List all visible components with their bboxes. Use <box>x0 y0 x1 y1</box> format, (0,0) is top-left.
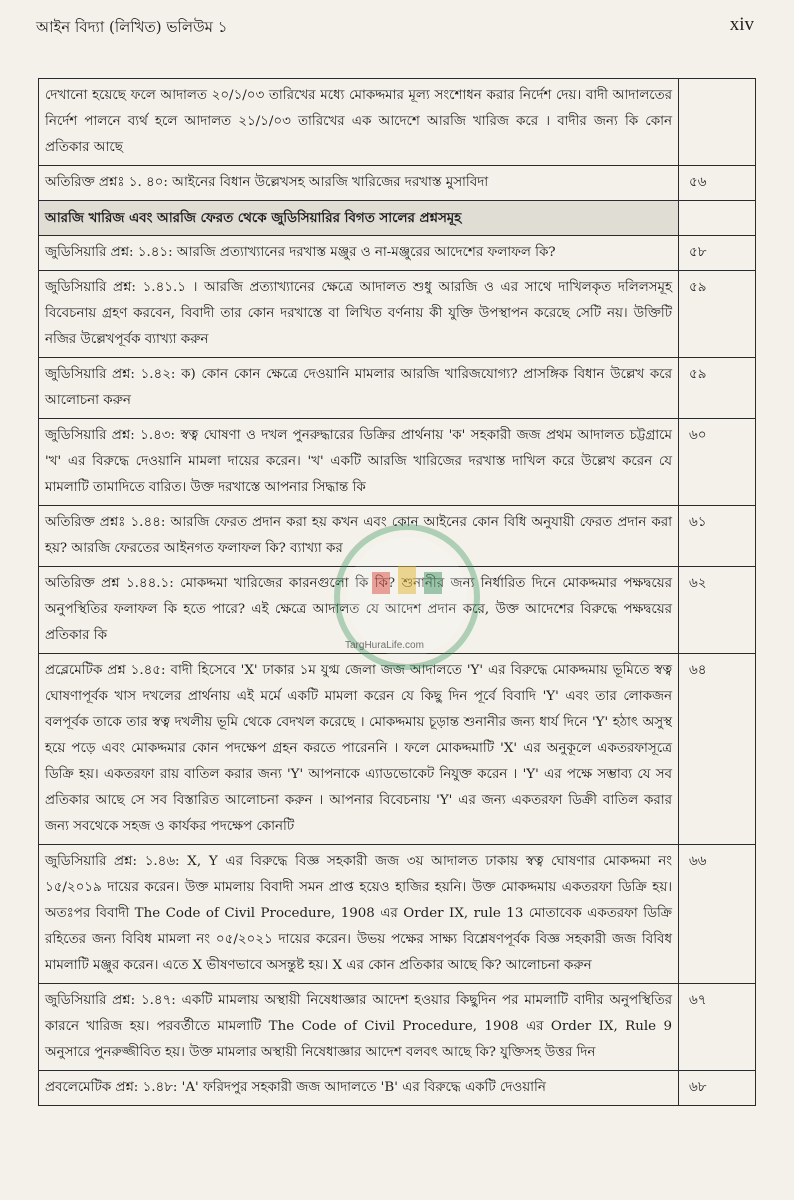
contents-row <box>39 166 756 201</box>
page-ref: ৫৯ <box>679 358 756 419</box>
page-ref: ৫৮ <box>679 236 756 271</box>
question-text: প্রব্লেমেটিক প্রশ্ন ১.৪৫: বাদী হিসেবে 'X' ঢাকার ১ম যুগ্ম জেলা জজ আদালতে 'Y' এর বিরুদ্ধে মোকদ্দমায় ভূমিতে স্বত্ব ঘোষণাপূর্বক খাস দখলের প্রার্থনায় এই মর্মে একটি মামলা করেন যে কিছু দিন পূর্বে বিবাদি 'Y' এবং তার লোকজন বলপূর্বক তাকে তার স্বত্ব দখলীয় ভূমি থেকে বেদখল করেছে । মোকদ্দমায় চূড়ান্ত শুনানীর জন্য ধার্য দিনে 'Y' হঠাৎ অসুস্থ হয়ে পড়ে এবং মোকদ্দমার কোন পদক্ষেপ গ্রহন করতে পারেননি । ফলে মোকদ্দমাটি 'X' এর অনুকূলে একতরফাসূত্রে ডিক্রি হয়। একতরফা রায় বাতিল করার জন্য 'Y' আপনাকে এ্যাডভোকেট নিযুক্ত করেন । 'Y' এর পক্ষে সম্ভাব্য যে সব প্রতিকার আছে সে সব বিস্তারিত আলোচনা করুন । আপনার বিবেচনায় 'Y' এর জন্য একতরফা ডিক্রী বাতিল করার জন্য সবথেকে সহজ ও কার্যকর পদক্ষেপ কোনটি <box>39 654 679 845</box>
contents-row <box>39 845 756 984</box>
contents-row <box>39 419 756 506</box>
page-ref: ৬২ <box>679 567 756 654</box>
question-text: প্রবলেমেটিক প্রশ্ন: ১.৪৮: 'A' ফরিদপুর সহকারী জজ আদালতে 'B' এর বিরুদ্ধে একটি দেওয়ানি <box>39 1071 679 1106</box>
page-ref: ৬৪ <box>679 654 756 845</box>
page-ref <box>679 79 756 166</box>
contents-row <box>39 506 756 567</box>
page-ref: ৬৭ <box>679 984 756 1071</box>
question-text: জুডিসিয়ারি প্রশ্ন: ১.৪১: আরজি প্রত্যাখ্যানের দরখাস্ত মঞ্জুর ও না-মঞ্জুরের আদেশের ফলাফল কি? <box>39 236 679 271</box>
section-heading-row <box>39 201 756 236</box>
question-text: জুডিসিয়ারি প্রশ্ন: ১.৪৩: স্বত্ব ঘোষণা ও দখল পুনরুদ্ধারের ডিক্রির প্রার্থনায় 'ক' সহকারী জজ প্রথম আদালত চট্টগ্রামে 'খ' এর বিরুদ্ধে দেওয়ানি মামলা দায়ের করেন। 'খ' একটি আরজি খারিজের দরখাস্ত দাখিল করে উল্লেখ করেন যে মামলাটি তামাদিতে বারিত। উক্ত দরখাস্তে আপনার সিদ্ধান্ত কি <box>39 419 679 506</box>
section-heading: আরজি খারিজ এবং আরজি ফেরত থেকে জুডিসিয়ারির বিগত সালের প্রশ্নসমূহ <box>39 201 679 236</box>
contents-row <box>39 1071 756 1106</box>
question-text: জুডিসিয়ারি প্রশ্ন: ১.৪৭: একটি মামলায় অস্থায়ী নিষেধাজ্ঞার আদেশ হওয়ার কিছুদিন পর মামলাটি বাদীর অনুপস্থিতির কারনে খারিজ হয়। পরবর্তীতে মামলাটি The Code of Civil Procedure, 1908 এর Order IX, Rule 9 অনুসারে পুনরুজ্জীবিত হয়। উক্ত মামলার অস্থায়ী নিষেধাজ্ঞার আদেশ বলবৎ আছে কি? যুক্তিসহ উত্তর দিন <box>39 984 679 1071</box>
contents-row <box>39 654 756 845</box>
page-ref: ৫৬ <box>679 166 756 201</box>
question-text: জুডিসিয়ারি প্রশ্ন: ১.৪২: ক) কোন কোন ক্ষেত্রে দেওয়ানি মামলার আরজি খারিজযোগ্য? প্রাসঙ্গিক বিধান উল্লেখ করে আলোচনা করুন <box>39 358 679 419</box>
page-header <box>36 12 754 40</box>
question-text: জুডিসিয়ারি প্রশ্ন: ১.৪১.১ । আরজি প্রত্যাখ্যানের ক্ষেত্রে আদালত শুধু আরজি ও এর সাথে দাখিলকৃত দলিলসমূহ বিবেচনায় গ্রহণ করবেন, বিবাদী তার কোন দরখাস্তে বা লিখিত বর্ণনায় কী যুক্তি উপস্থাপন করেছে সেটি নয়। উক্তিটি নজির উল্লেখপূর্বক ব্যাখ্যা করুন <box>39 271 679 358</box>
contents-row <box>39 984 756 1071</box>
question-text: অতিরিক্ত প্রশ্নঃ ১. ৪০: আইনের বিধান উল্লেখসহ আরজি খারিজের দরখাস্ত মুসাবিদা <box>39 166 679 201</box>
question-text: দেখানো হয়েছে ফলে আদালত ২০/১/০৩ তারিখের মধ্যে মোকদ্দমার মূল্য সংশোধন করার নির্দেশ দেয়। বাদী আদালতের নির্দেশ পালনে ব্যর্থ হলে আদালত ২১/১/০৩ তারিখের এক আদেশে আরজি খারিজ করে । বাদীর জন্য কি কোন প্রতিকার আছে <box>39 79 679 166</box>
question-text: অতিরিক্ত প্রশ্নঃ ১.৪৪: আরজি ফেরত প্রদান করা হয় কখন এবং কোন আইনের কোন বিধি অনুযায়ী ফেরত প্রদান করা হয়? আরজি ফেরতের আইনগত ফলাফল কি? ব্যাখ্যা কর <box>39 506 679 567</box>
page-ref: ৬০ <box>679 419 756 506</box>
page-ref: ৬৬ <box>679 845 756 984</box>
contents-row <box>39 236 756 271</box>
question-text: জুডিসিয়ারি প্রশ্ন: ১.৪৬: X, Y এর বিরুদ্ধে বিজ্ঞ সহকারী জজ ৩য় আদালত ঢাকায় স্বত্ব ঘোষণার মোকদ্দমা নং ১৫/২০১৯ দায়ের করেন। উক্ত মামলায় বিবাদী সমন প্রাপ্ত হয়েও হাজির হয়নি। উক্ত মোকদ্দমায় একতরফা ডিক্রি হয়। অতঃপর বিবাদী The Code of Civil Procedure, 1908 এর Order IX, rule 13 মোতাবেক একতরফা ডিক্রি রহিতের জন্য বিবিধ মামলা নং ০৫/২০২১ দায়ের করেন। উভয় পক্ষের সাক্ষ্য বিশ্লেষণপূর্বক বিজ্ঞ সহকারী জজ বিবিধ মামলাটি মঞ্জুর করেন। এতে X ভীষণভাবে অসন্তুষ্ট হয়। X এর কোন প্রতিকার আছে কি? আলোচনা করুন <box>39 845 679 984</box>
page-ref-empty <box>679 201 756 236</box>
watermark-url: TargHuraLife.com <box>345 640 424 651</box>
page-ref: ৫৯ <box>679 271 756 358</box>
running-header-title: আইন বিদ্যা (লিখিত) ভলিউম ১ <box>36 18 228 36</box>
question-text: অতিরিক্ত প্রশ্ন ১.৪৪.১: মোকদ্দমা খারিজের কারনগুলো কি কি? শুনানীর জন্য নির্ধারিত দিনে মোকদ্দমার পক্ষদ্বয়ের অনুপস্থিতির ফলাফল কি হতে পারে? এই ক্ষেত্রে আদালত যে আদেশ প্রদান করে, উক্ত আদেশের বিরুদ্ধে পক্ষদ্বয়ের প্রতিকার কি <box>39 567 679 654</box>
contents-row <box>39 271 756 358</box>
page-ref: ৬১ <box>679 506 756 567</box>
page-ref: ৬৮ <box>679 1071 756 1106</box>
contents-row <box>39 358 756 419</box>
contents-row <box>39 79 756 166</box>
contents-table <box>38 78 756 1106</box>
page-number: xiv <box>729 14 754 35</box>
